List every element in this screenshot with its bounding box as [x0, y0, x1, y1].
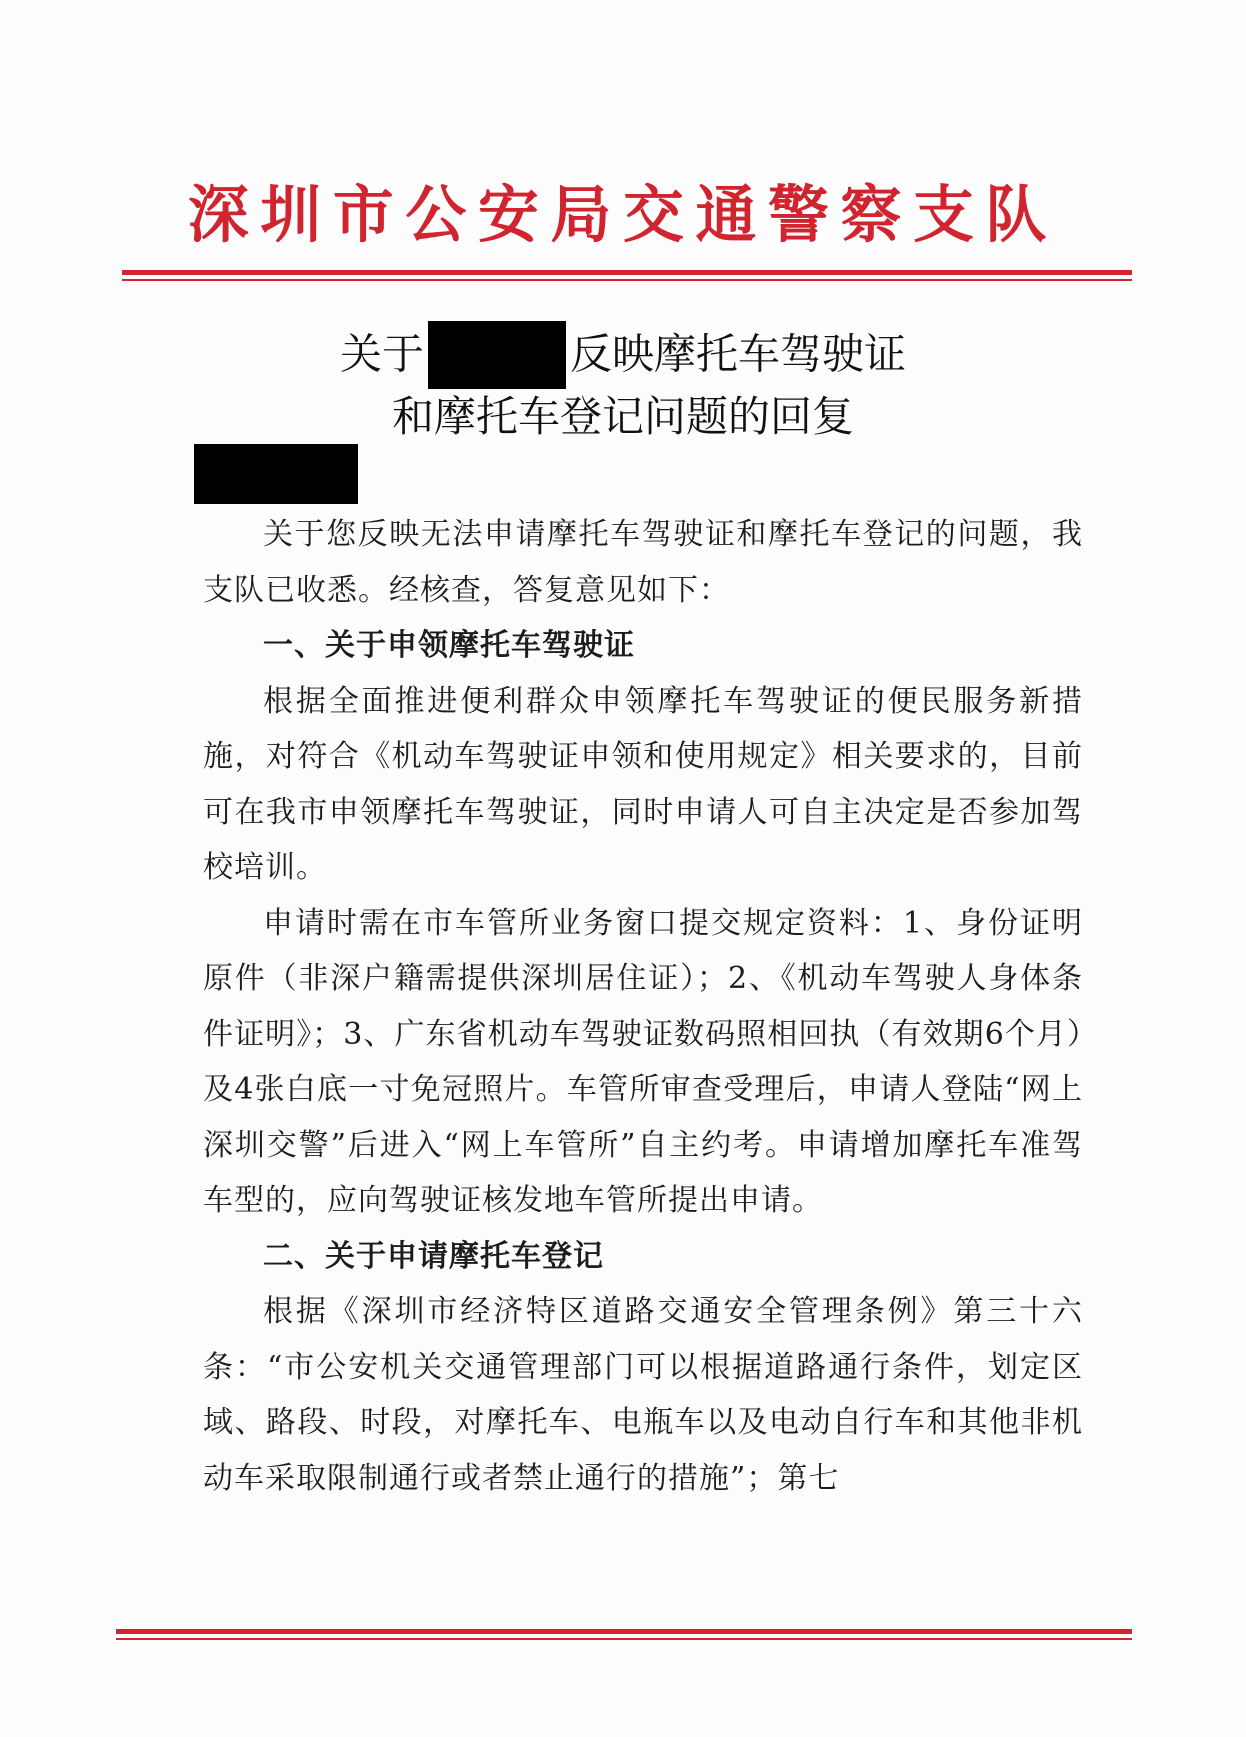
letterhead-title: 深圳市公安局交通警察支队 [187, 178, 1059, 251]
letterhead-rule-thin [122, 279, 1132, 281]
document-title-line-2: 和摩托车登记问题的回复 [391, 392, 854, 441]
redaction-box-name [428, 321, 566, 389]
section-1-paragraph-2: 申请时需在市车管所业务窗口提交规定资料：1、身份证明原件（非深户籍需提供深圳居住证）；2、《机动车驾驶人身体条件证明》；3、广东省机动车驾驶证数码照相回执（有效期6个月）及4张白底一寸免冠照片。车管所审查受理后，申请人登陆“网上深圳交警”后进入“网上车管所”自主约考。申请增加摩托车准驾车型的，应向驾驶证核发地车管所提出申请。 [203, 905, 1083, 1218]
section-1-heading: 一、关于申领摩托车驾驶证 [263, 628, 635, 663]
footer-rule-thin [116, 1638, 1132, 1640]
section-1-paragraph-1: 根据全面推进便利群众申领摩托车驾驶证的便民服务新措施，对符合《机动车驾驶证申领和使用规定》相关要求的，目前可在我市申领摩托车驾驶证，同时申请人可自主决定是否参加驾校培训。 [203, 683, 1083, 885]
title-prefix: 关于 [339, 329, 424, 379]
section-2-paragraph-1: 根据《深圳市经济特区道路交通安全管理条例》第三十六条：“市公安机关交通管理部门可以根据道路通行条件，划定区域、路段、时段，对摩托车、电瓶车以及电动自行车和其他非机动车采取限制通行或者禁止通行的措施”；第七 [203, 1294, 1083, 1496]
section-2-heading: 二、关于申请摩托车登记 [263, 1238, 604, 1274]
letterhead-rule-thick [122, 270, 1132, 275]
redaction-box-addressee [194, 444, 358, 504]
footer-rule-thick [116, 1629, 1132, 1634]
document-title-line-1 [0, 323, 1246, 391]
intro-paragraph: 关于您反映无法申请摩托车驾驶证和摩托车登记的问题，我支队已收悉。经核查，答复意见如下： [203, 517, 1083, 608]
title-suffix: 反映摩托车驾驶证 [570, 329, 907, 379]
document-body [203, 507, 1083, 1506]
